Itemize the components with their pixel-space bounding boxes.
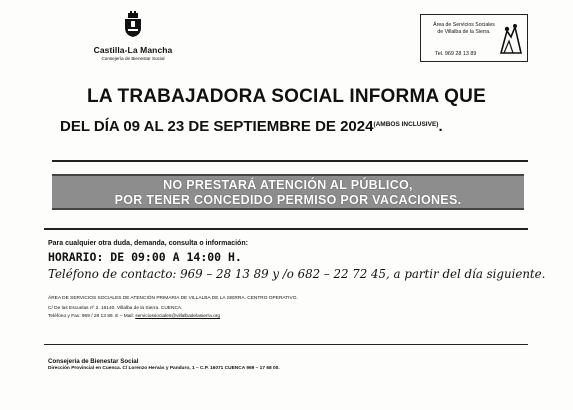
- phones-text: Teléfono y Fax: 969 / 28 13 89. E – Mail:: [48, 314, 134, 319]
- phones-line: [48, 314, 220, 319]
- notice-title: LA TRABAJADORA SOCIAL INFORMA QUE: [87, 86, 486, 107]
- logo-tel: Tel. 969 28 13 89: [435, 51, 477, 57]
- divider: [44, 228, 528, 230]
- divider: [52, 160, 528, 162]
- crest-icon: [122, 10, 144, 38]
- footer-address: Dirección Provincial en Cuenca. C/ Lorenzo Hervás y Panduro, 1 – C.P. 16071 CUENCA 969 – 17 68 00.: [48, 366, 280, 371]
- notice-dates: [60, 118, 443, 135]
- servicios-sociales-logo: [420, 14, 528, 62]
- notice-dates-text: DEL DÍA 09 AL 23 DE SEPTIEMBRE DE 2024: [60, 118, 374, 135]
- area-title: ÁREA DE SERVICIOS SOCIALES DE ATENCIÓN PRIMARIA DE VILLALBA DE LA SIERRA. CENTRO OPERATIVO.: [48, 296, 298, 301]
- banner-line2: POR TENER CONCEDIDO PERMISO POR VACACIONES.: [114, 193, 462, 207]
- banner-line1: NO PRESTARÁ ATENCIÓN AL PÚBLICO,: [163, 178, 413, 192]
- contact-phone: Teléfono de contacto: 969 – 28 13 89 y /o 682 – 22 72 45, a partir del día siguiente.: [48, 267, 546, 281]
- logo-subtitle: Consejería de Bienestar Social: [101, 56, 165, 61]
- logo-name: Castilla-La Mancha: [93, 45, 173, 55]
- logo-line2: de Villalba de la Sierra.: [437, 29, 491, 36]
- email-link[interactable]: serviciossociales@villalbadelasierra.org: [135, 314, 221, 319]
- footer-title: Consejería de Bienestar Social: [48, 358, 139, 365]
- people-mark-icon: [499, 23, 523, 57]
- schedule: HORARIO: DE 09:00 A 14:00 H.: [48, 250, 242, 264]
- address: C/ De las Escuelas nº 2. 16140. Villalba de la Sierra. CUENCA.: [48, 306, 183, 311]
- logo-text: [425, 22, 503, 37]
- contact-heading: Para cualquier otra duda, demanda, consulta o información:: [48, 240, 248, 247]
- divider: [44, 344, 528, 345]
- notice-dates-end: .: [438, 118, 443, 135]
- notice-dates-note: (AMBOS INCLUSIVE): [373, 121, 439, 128]
- vacation-banner: [52, 174, 524, 210]
- castilla-la-mancha-logo: [78, 10, 188, 61]
- logo-line1: Área de Servicios Sociales: [433, 22, 495, 28]
